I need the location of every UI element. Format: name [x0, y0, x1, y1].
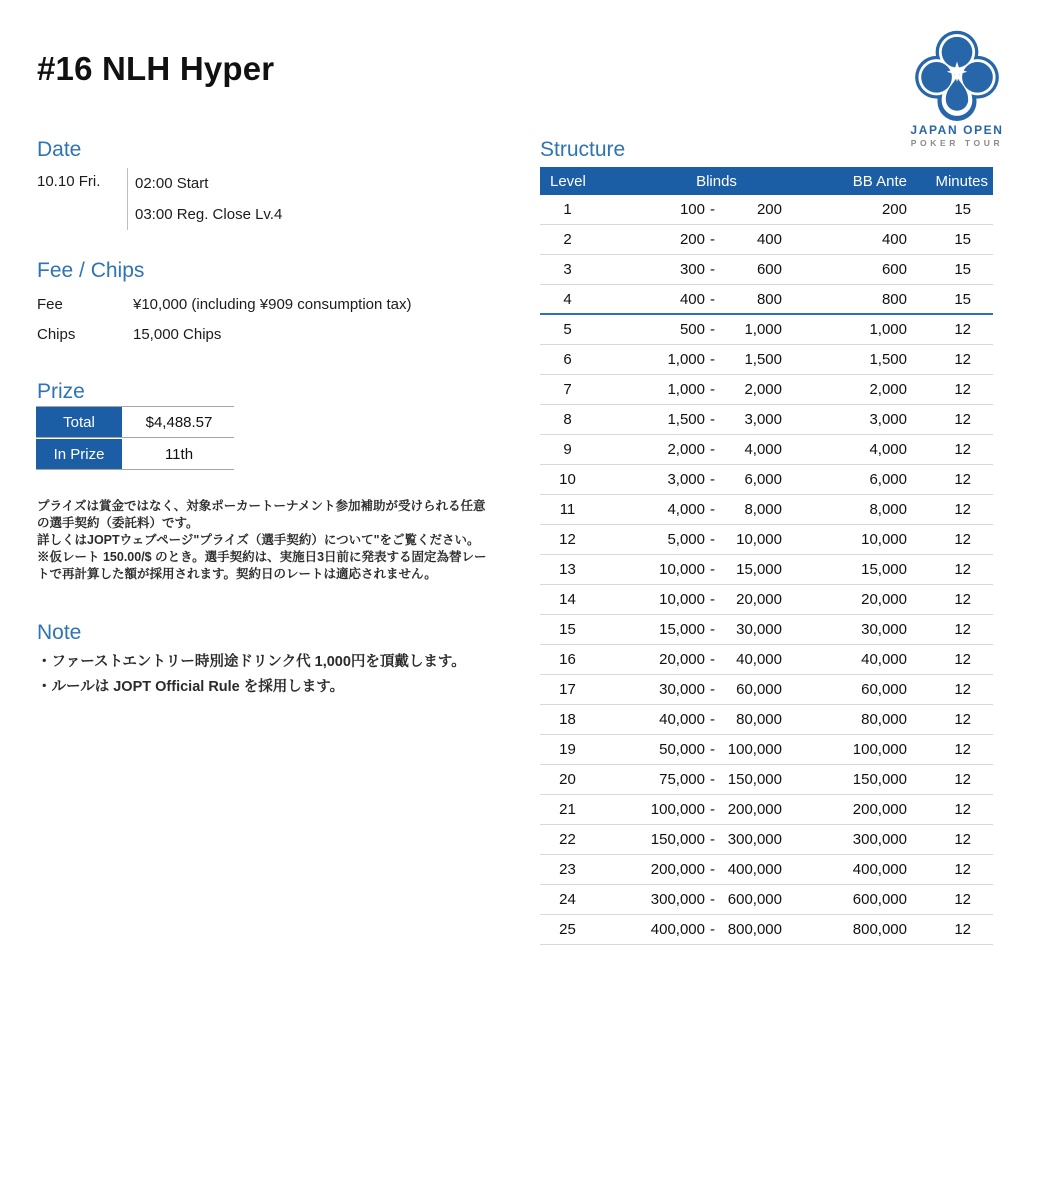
small-blind-cell: 50,000: [659, 741, 705, 758]
minutes-cell: 12: [954, 471, 971, 488]
date-times: [127, 168, 282, 230]
minutes-cell: 12: [954, 591, 971, 608]
level-cell: 5: [563, 321, 572, 338]
blinds-separator: -: [710, 891, 715, 908]
structure-table-header: [540, 167, 993, 195]
blinds-separator: -: [710, 711, 715, 728]
small-blind-cell: 5,000: [667, 531, 705, 548]
bb-ante-cell: 10,000: [861, 531, 907, 548]
prize-inprize-value: 11th: [164, 445, 194, 463]
table-row: [540, 585, 993, 615]
note-item: ・ファーストエントリー時別途ドリンク代 1,000円を頂戴します。: [37, 654, 466, 670]
bb-ante-cell: 2,000: [869, 381, 907, 398]
level-cell: 2: [563, 231, 572, 248]
bb-ante-cell: 150,000: [852, 771, 907, 788]
table-row: [540, 375, 993, 405]
column-header-blinds: Blinds: [696, 172, 737, 190]
table-row: [540, 855, 993, 885]
small-blind-cell: 30,000: [659, 681, 705, 698]
minutes-cell: 15: [954, 231, 971, 248]
level-cell: 4: [563, 290, 572, 308]
small-blind-cell: 75,000: [659, 771, 705, 788]
small-blind-cell: 100,000: [650, 801, 705, 818]
blinds-separator: -: [710, 441, 715, 458]
start-time: 02:00 Start: [135, 175, 209, 192]
bb-ante-cell: 6,000: [869, 471, 907, 488]
reg-close-time: 03:00 Reg. Close Lv.4: [135, 206, 283, 223]
blinds-separator: -: [710, 591, 715, 608]
minutes-cell: 15: [954, 290, 971, 308]
big-blind-cell: 30,000: [736, 621, 782, 638]
minutes-cell: 15: [954, 261, 971, 278]
big-blind-cell: 6,000: [744, 471, 782, 488]
bb-ante-cell: 100,000: [852, 741, 907, 758]
small-blind-cell: 200,000: [650, 861, 705, 878]
blinds-separator: -: [710, 801, 715, 818]
small-blind-cell: 3,000: [667, 471, 705, 488]
big-blind-cell: 200: [756, 201, 782, 218]
blinds-separator: -: [710, 471, 715, 488]
big-blind-cell: 100,000: [727, 741, 782, 758]
level-cell: 6: [563, 351, 572, 368]
prize-inprize-label: In Prize: [36, 439, 122, 469]
big-blind-cell: 80,000: [736, 711, 782, 728]
minutes-cell: 12: [954, 531, 971, 548]
table-row: [540, 615, 993, 645]
bb-ante-cell: 15,000: [861, 561, 907, 578]
big-blind-cell: 60,000: [736, 681, 782, 698]
table-row: [36, 407, 234, 438]
note-item: ・ルールは JOPT Official Rule を採用します。: [37, 679, 345, 695]
fee-value: ¥10,000 (including ¥909 consumption tax): [133, 295, 412, 313]
bb-ante-cell: 60,000: [861, 681, 907, 698]
small-blind-cell: 10,000: [659, 561, 705, 578]
minutes-cell: 12: [954, 681, 971, 698]
bb-ante-cell: 30,000: [861, 621, 907, 638]
structure-table-body: [540, 195, 993, 945]
small-blind-cell: 2,000: [667, 441, 705, 458]
chips-value: 15,000 Chips: [133, 325, 222, 343]
note-section: [37, 650, 466, 700]
big-blind-cell: 4,000: [744, 441, 782, 458]
minutes-cell: 12: [954, 651, 971, 668]
big-blind-cell: 300,000: [727, 831, 782, 848]
table-row: [540, 465, 993, 495]
table-row: [540, 315, 993, 345]
blinds-separator: -: [710, 621, 715, 638]
level-cell: 10: [559, 471, 576, 488]
jopt-logo: [893, 28, 1021, 148]
prize-disclaimer-line: ※仮レート 150.00/$ のとき。選手契約は、実施日3日前に発表する固定為替レートで再計算した額が採用されます。契約日のレートは適応されません。: [37, 550, 487, 581]
table-row: [540, 705, 993, 735]
big-blind-cell: 20,000: [736, 591, 782, 608]
minutes-cell: 12: [954, 501, 971, 518]
blinds-separator: -: [710, 531, 715, 548]
small-blind-cell: 100: [679, 201, 705, 218]
bb-ante-cell: 400: [881, 231, 907, 248]
big-blind-cell: 1,000: [744, 321, 782, 338]
table-row: [540, 675, 993, 705]
bb-ante-cell: 3,000: [869, 411, 907, 428]
minutes-cell: 12: [954, 801, 971, 818]
minutes-cell: 12: [954, 381, 971, 398]
level-cell: 16: [559, 651, 576, 668]
prize-heading: Prize: [37, 380, 85, 403]
level-cell: 14: [559, 591, 576, 608]
fee-chips-heading: Fee / Chips: [37, 259, 145, 282]
small-blind-cell: 400: [679, 290, 705, 308]
date-section: [37, 168, 282, 230]
page-title: #16 NLH Hyper: [37, 50, 275, 87]
fee-chips-section: [37, 289, 412, 349]
blinds-separator: -: [710, 411, 715, 428]
blinds-separator: -: [710, 741, 715, 758]
bb-ante-cell: 200,000: [852, 801, 907, 818]
table-row: [540, 645, 993, 675]
bb-ante-cell: 600,000: [852, 891, 907, 908]
small-blind-cell: 1,000: [667, 381, 705, 398]
level-cell: 15: [559, 621, 576, 638]
table-row: [36, 439, 234, 470]
bb-ante-cell: 20,000: [861, 591, 907, 608]
small-blind-cell: 40,000: [659, 711, 705, 728]
bb-ante-cell: 800: [881, 290, 907, 308]
table-row: [540, 405, 993, 435]
level-cell: 8: [563, 411, 572, 428]
logo-text-japan-open: JAPAN OPEN: [910, 123, 1004, 137]
prize-disclaimer-line: プライズは賞金ではなく、対象ポーカートーナメント参加補助が受けられる任意の選手契約（委託料）です。: [37, 499, 486, 530]
level-cell: 23: [559, 861, 576, 878]
blinds-separator: -: [710, 831, 715, 848]
level-cell: 20: [559, 771, 576, 788]
minutes-cell: 15: [954, 201, 971, 218]
table-row: [540, 495, 993, 525]
table-row: [540, 345, 993, 375]
level-cell: 12: [559, 531, 576, 548]
column-header-minutes: Minutes: [935, 172, 988, 190]
small-blind-cell: 400,000: [650, 921, 705, 938]
prize-total-value: $4,488.57: [145, 413, 213, 431]
level-cell: 1: [563, 201, 572, 218]
level-cell: 25: [559, 921, 576, 938]
blinds-separator: -: [710, 561, 715, 578]
table-row: [540, 525, 993, 555]
column-header-level: Level: [550, 172, 586, 190]
minutes-cell: 12: [954, 351, 971, 368]
minutes-cell: 12: [954, 891, 971, 908]
blinds-separator: -: [710, 501, 715, 518]
level-cell: 19: [559, 741, 576, 758]
table-row: [540, 825, 993, 855]
small-blind-cell: 300: [679, 261, 705, 278]
bb-ante-cell: 4,000: [869, 441, 907, 458]
big-blind-cell: 400: [756, 231, 782, 248]
table-row: [540, 795, 993, 825]
table-row: [540, 885, 993, 915]
blinds-separator: -: [710, 381, 715, 398]
note-heading: Note: [37, 621, 82, 644]
blinds-separator: -: [710, 201, 715, 218]
bb-ante-cell: 40,000: [861, 651, 907, 668]
blinds-separator: -: [710, 921, 715, 938]
bb-ante-cell: 80,000: [861, 711, 907, 728]
chips-label: Chips: [37, 325, 76, 343]
minutes-cell: 12: [954, 741, 971, 758]
structure-heading: Structure: [540, 138, 626, 161]
minutes-cell: 12: [954, 321, 971, 338]
club-icon: [904, 28, 1010, 121]
big-blind-cell: 800,000: [727, 921, 782, 938]
small-blind-cell: 200: [679, 231, 705, 248]
blinds-separator: -: [710, 861, 715, 878]
small-blind-cell: 10,000: [659, 591, 705, 608]
small-blind-cell: 20,000: [659, 651, 705, 668]
table-row: [540, 915, 993, 945]
chips-row: [37, 319, 412, 349]
big-blind-cell: 150,000: [727, 771, 782, 788]
big-blind-cell: 40,000: [736, 651, 782, 668]
bb-ante-cell: 1,500: [869, 351, 907, 368]
fee-row: [37, 289, 412, 319]
prize-total-label: Total: [36, 407, 122, 437]
blinds-separator: -: [710, 681, 715, 698]
big-blind-cell: 400,000: [727, 861, 782, 878]
prize-disclaimer: [37, 498, 497, 583]
minutes-cell: 12: [954, 561, 971, 578]
table-row: [540, 195, 993, 225]
blinds-separator: -: [710, 771, 715, 788]
prize-table: [36, 406, 234, 470]
blinds-separator: -: [710, 351, 715, 368]
big-blind-cell: 600: [756, 261, 782, 278]
logo-text-poker-tour: POKER TOUR: [910, 138, 1004, 148]
level-cell: 9: [563, 441, 572, 458]
bb-ante-cell: 800,000: [852, 921, 907, 938]
minutes-cell: 12: [954, 921, 971, 938]
small-blind-cell: 500: [679, 321, 705, 338]
table-row: [540, 555, 993, 585]
table-row: [540, 765, 993, 795]
date-heading: Date: [37, 138, 82, 161]
big-blind-cell: 10,000: [736, 531, 782, 548]
big-blind-cell: 600,000: [727, 891, 782, 908]
minutes-cell: 12: [954, 441, 971, 458]
blinds-separator: -: [710, 321, 715, 338]
level-cell: 21: [559, 801, 576, 818]
level-cell: 22: [559, 831, 576, 848]
table-row: [540, 225, 993, 255]
minutes-cell: 12: [954, 711, 971, 728]
blinds-separator: -: [710, 651, 715, 668]
small-blind-cell: 300,000: [650, 891, 705, 908]
column-header-bb-ante: BB Ante: [852, 172, 907, 190]
bb-ante-cell: 300,000: [852, 831, 907, 848]
big-blind-cell: 15,000: [736, 561, 782, 578]
small-blind-cell: 15,000: [659, 621, 705, 638]
big-blind-cell: 8,000: [744, 501, 782, 518]
prize-disclaimer-line: 詳しくはJOPTウェブページ"プライズ（選手契約）について"をご覧ください。: [37, 533, 480, 547]
table-row: [540, 435, 993, 465]
minutes-cell: 12: [954, 621, 971, 638]
big-blind-cell: 800: [756, 290, 782, 308]
table-row: [540, 255, 993, 285]
bb-ante-cell: 600: [881, 261, 907, 278]
structure-table: [540, 167, 993, 945]
bb-ante-cell: 8,000: [869, 501, 907, 518]
blinds-separator: -: [710, 290, 715, 308]
blinds-separator: -: [710, 261, 715, 278]
big-blind-cell: 1,500: [744, 351, 782, 368]
level-cell: 18: [559, 711, 576, 728]
small-blind-cell: 1,500: [667, 411, 705, 428]
fee-label: Fee: [37, 295, 63, 313]
big-blind-cell: 200,000: [727, 801, 782, 818]
small-blind-cell: 4,000: [667, 501, 705, 518]
blinds-separator: -: [710, 231, 715, 248]
level-cell: 17: [559, 681, 576, 698]
table-row: [540, 735, 993, 765]
minutes-cell: 12: [954, 771, 971, 788]
level-cell: 11: [559, 501, 576, 518]
minutes-cell: 12: [954, 831, 971, 848]
small-blind-cell: 150,000: [650, 831, 705, 848]
bb-ante-cell: 400,000: [852, 861, 907, 878]
date-day: 10.10 Fri.: [37, 173, 101, 190]
level-cell: 24: [559, 891, 576, 908]
big-blind-cell: 3,000: [744, 411, 782, 428]
bb-ante-cell: 1,000: [869, 321, 907, 338]
small-blind-cell: 1,000: [667, 351, 705, 368]
level-cell: 7: [563, 381, 572, 398]
bb-ante-cell: 200: [881, 201, 907, 218]
level-cell: 13: [559, 561, 576, 578]
minutes-cell: 12: [954, 861, 971, 878]
minutes-cell: 12: [954, 411, 971, 428]
level-cell: 3: [563, 261, 572, 278]
table-row: [540, 285, 993, 315]
big-blind-cell: 2,000: [744, 381, 782, 398]
